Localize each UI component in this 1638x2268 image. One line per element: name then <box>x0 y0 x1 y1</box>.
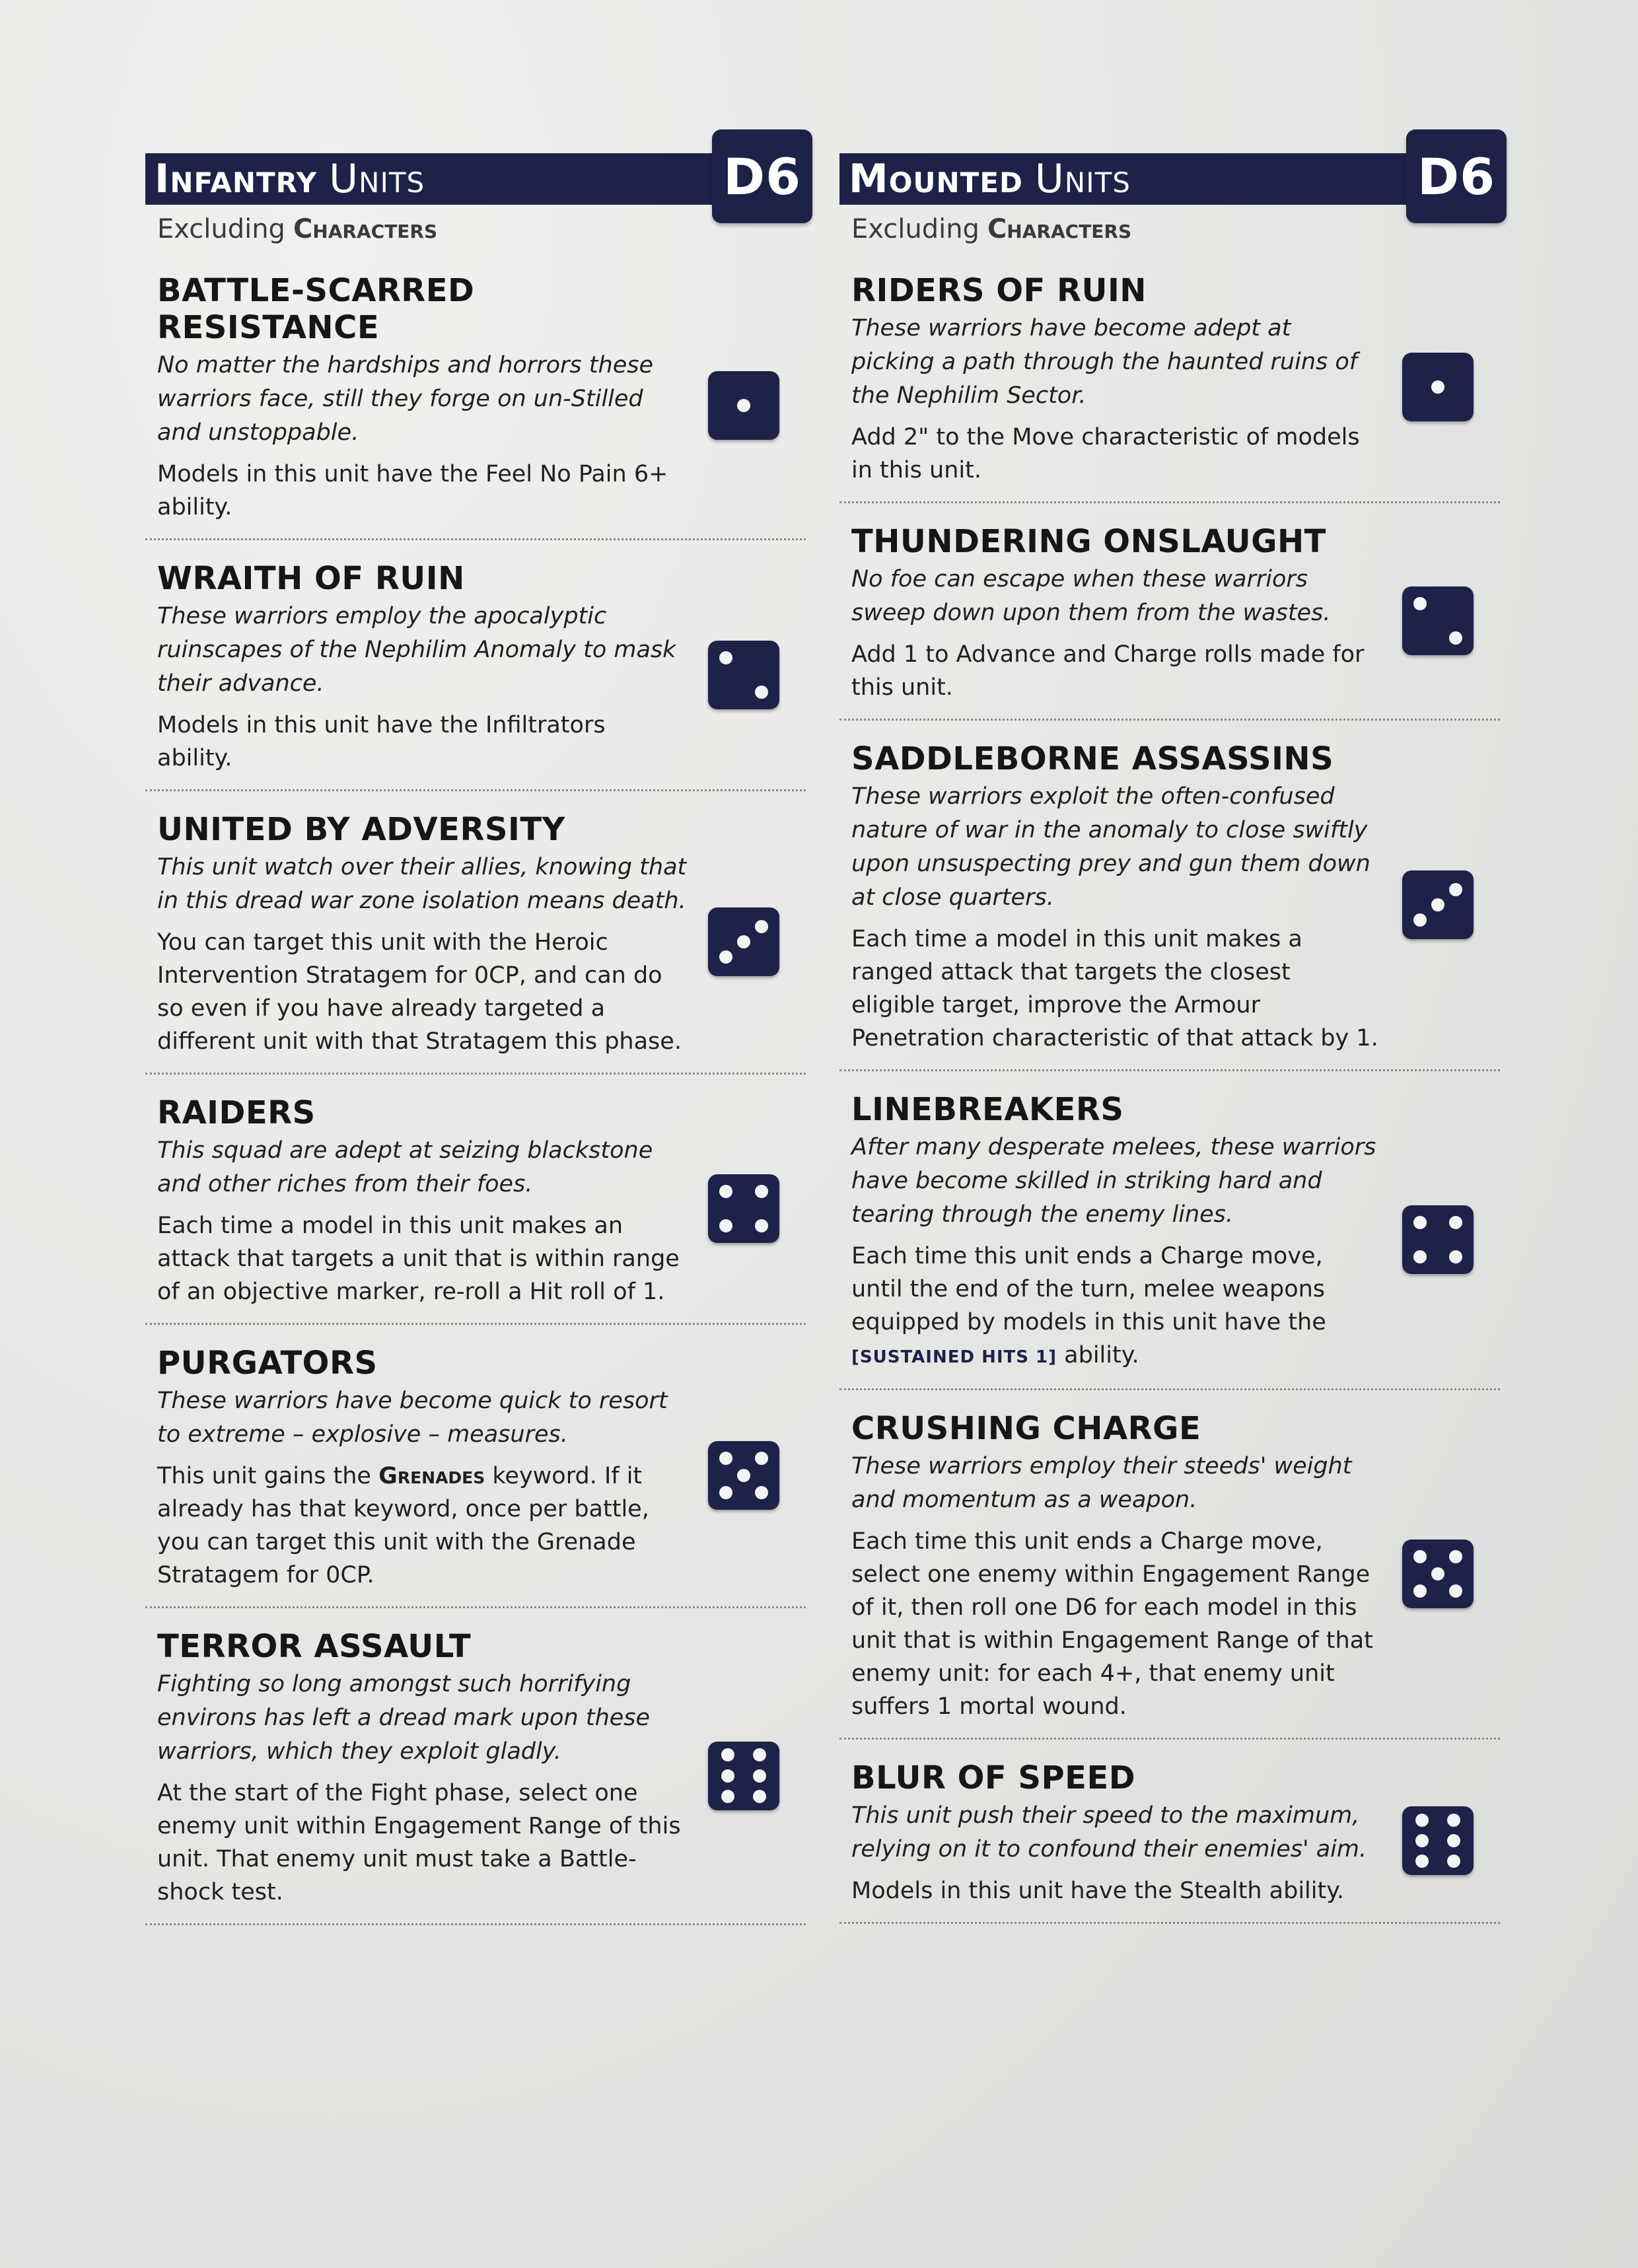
header-title-light: Units <box>1034 156 1131 202</box>
table-entry <box>839 1091 1500 1390</box>
entries-list <box>145 272 806 1925</box>
die-pip <box>755 1452 768 1465</box>
table-entry <box>839 740 1500 1071</box>
die-pip <box>1413 1584 1427 1598</box>
die-pip <box>719 651 732 664</box>
die-pip <box>1413 913 1427 927</box>
entry-title: THUNDERING ONSLAUGHT <box>851 523 1326 560</box>
die-face-1-icon <box>708 371 779 440</box>
die-pip <box>753 1748 766 1761</box>
rule-text-segment: Add 2" to the Move characteristic of models in this unit. <box>851 424 1360 483</box>
table-entry <box>145 1345 806 1608</box>
entry-rule-text <box>851 1874 1381 1907</box>
entry-rule-text <box>851 1525 1381 1723</box>
column-header <box>839 147 1500 206</box>
entry-rule-text <box>157 1777 687 1909</box>
entry-title: WRAITH OF RUIN <box>157 560 465 597</box>
column-subtitle <box>157 214 806 244</box>
rule-text-segment: keyword. If it already has that keyword, once per battle, you can target this unit with the Grenade Stratagem for 0CP. <box>157 1463 649 1588</box>
die-pip <box>1415 1834 1429 1847</box>
die-pip <box>1447 1834 1460 1847</box>
die-pip <box>755 1219 768 1232</box>
table-entry <box>145 1628 806 1925</box>
entry-title: SADDLEBORNE ASSASSINS <box>851 740 1334 777</box>
entry-title: LINEBREAKERS <box>851 1091 1124 1128</box>
die-pip <box>1449 1216 1462 1229</box>
die-pip <box>1413 1550 1427 1563</box>
subtitle-keyword: Characters <box>293 214 438 244</box>
rule-text-segment: ability. <box>1057 1342 1139 1368</box>
entry-rule-text <box>157 709 687 775</box>
die-pip <box>721 1790 734 1803</box>
die-pip <box>719 1486 732 1499</box>
die-pip <box>753 1769 766 1783</box>
die-pip <box>755 1486 768 1499</box>
entry-flavour-text: These warriors employ the apocalyptic ruinscapes of the Nephilim Anomaly to mask their advance. <box>157 603 676 697</box>
die-face-4-icon <box>1402 1205 1474 1274</box>
header-title-bold: Mounted <box>849 156 1023 202</box>
mounted-units-column <box>839 147 1500 1944</box>
die-pip <box>719 1185 732 1198</box>
table-entry <box>839 1410 1500 1740</box>
die-pip <box>755 686 768 699</box>
entry-title: TERROR ASSAULT <box>157 1628 472 1665</box>
die-pip <box>1415 1814 1429 1827</box>
die-pip <box>721 1748 734 1761</box>
die-face-6-icon <box>1402 1806 1474 1875</box>
die-pip <box>737 399 750 412</box>
entry-flavour-text: No matter the hardships and horrors these warriors face, still they forge on un-Stilled and unstoppable. <box>157 352 653 446</box>
entry-flavour-text: This unit push their speed to the maximum, relying on it to confound their enemies' aim. <box>851 1802 1367 1862</box>
rule-text-segment: Each time this unit ends a Charge move, select one enemy within Engagement Range of it, then roll one D6 for each model in this unit that is within Engagement Range of that enemy unit: for each 4+, that enemy unit suffers 1 mortal wound. <box>851 1528 1373 1720</box>
die-pip <box>719 950 732 964</box>
die-pip <box>1413 597 1427 610</box>
rule-text-segment: Each time a model in this unit makes a ranged attack that targets the closest eligible target, improve the Armour Penetration characteristic of that attack by 1. <box>851 926 1378 1051</box>
subtitle-prefix: Excluding <box>157 214 285 244</box>
die-pip <box>737 1469 750 1482</box>
rule-text-segment: Models in this unit have the Feel No Pain 6+ ability. <box>157 461 668 520</box>
header-title-light: Units <box>329 156 425 202</box>
entry-title: BATTLE-SCARRED RESISTANCE <box>157 272 475 346</box>
die-pip <box>1449 1584 1462 1598</box>
entries-list <box>839 272 1500 1924</box>
die-pip <box>721 1769 734 1783</box>
table-entry <box>839 523 1500 721</box>
rule-text-segment: You can target this unit with the Heroic Intervention Stratagem for 0CP, and can do so even if you have already targeted a different unit with that Stratagem this phase. <box>157 929 682 1055</box>
entry-flavour-text: No foe can escape when these warriors sweep down upon them from the wastes. <box>851 566 1331 626</box>
entry-title: UNITED BY ADVERSITY <box>157 811 565 848</box>
die-pip <box>1431 1567 1444 1580</box>
header-title-bold: Infantry <box>155 156 318 202</box>
keyword-text: [SUSTAINED HITS 1] <box>851 1347 1057 1367</box>
entry-flavour-text: These warriors employ their steeds' weight and momentum as a weapon. <box>851 1453 1352 1513</box>
die-face-2-icon <box>708 641 779 709</box>
entry-rule-text <box>157 926 687 1058</box>
die-face-3-icon <box>708 907 779 976</box>
entry-title: RIDERS OF RUIN <box>851 272 1147 309</box>
entry-rule-text <box>851 1240 1381 1374</box>
die-pip <box>753 1790 766 1803</box>
subtitle-keyword: Characters <box>987 214 1132 244</box>
rule-text-segment: At the start of the Fight phase, select one enemy unit within Engagement Range of this unit. That enemy unit must take a Battle-shock test. <box>157 1780 681 1905</box>
table-entry <box>145 811 806 1075</box>
entry-title: PURGATORS <box>157 1345 378 1382</box>
die-face-5-icon <box>708 1441 779 1510</box>
die-pip <box>1447 1855 1460 1868</box>
rule-text-segment: Each time a model in this unit makes an attack that targets a unit that is within range of an objective marker, re-roll a Hit roll of 1. <box>157 1213 680 1305</box>
die-pip <box>1415 1855 1429 1868</box>
die-pip <box>1449 631 1462 645</box>
die-face-5-icon <box>1402 1540 1474 1608</box>
table-entry <box>145 272 806 540</box>
entry-flavour-text: After many desperate melees, these warriors have become skilled in striking hard and tearing through the enemy lines. <box>851 1134 1376 1228</box>
die-pip <box>1413 1250 1427 1263</box>
table-entry <box>145 1094 806 1325</box>
die-face-1-icon <box>1402 353 1474 421</box>
entry-rule-text <box>851 923 1381 1055</box>
die-face-2-icon <box>1402 586 1474 655</box>
die-pip <box>1449 1250 1462 1263</box>
entry-title: CRUSHING CHARGE <box>851 1410 1201 1447</box>
d6-badge: D6 <box>712 129 812 223</box>
entry-flavour-text: These warriors have become adept at picking a path through the haunted ruins of the Nephilim Sector. <box>851 315 1358 409</box>
entry-flavour-text: This unit watch over their allies, knowing that in this dread war zone isolation means death. <box>157 854 687 914</box>
die-face-4-icon <box>708 1174 779 1243</box>
infantry-units-column <box>145 147 806 1945</box>
die-pip <box>755 1185 768 1198</box>
die-pip <box>1447 1814 1460 1827</box>
keyword-text: Grenades <box>378 1463 485 1489</box>
die-pip <box>1449 883 1462 896</box>
entry-rule-text <box>851 638 1381 704</box>
die-pip <box>719 1452 732 1465</box>
entry-rule-text <box>851 421 1381 487</box>
rule-text-segment: Each time this unit ends a Charge move, until the end of the turn, melee weapons equipped by models in this unit have the <box>851 1243 1326 1335</box>
entry-flavour-text: These warriors have become quick to resort to extreme – explosive – measures. <box>157 1388 668 1448</box>
die-pip <box>737 935 750 948</box>
column-subtitle <box>851 214 1500 244</box>
rule-text-segment: Models in this unit have the Infiltrators ability. <box>157 712 606 771</box>
rule-text-segment: Add 1 to Advance and Charge rolls made for this unit. <box>851 641 1365 701</box>
entry-rule-text <box>157 1460 687 1592</box>
die-pip <box>1413 1216 1427 1229</box>
die-face-3-icon <box>1402 870 1474 939</box>
table-entry <box>839 1759 1500 1924</box>
entry-rule-text <box>157 1209 687 1308</box>
table-entry <box>145 560 806 791</box>
die-pip <box>719 1219 732 1232</box>
die-pip <box>755 920 768 933</box>
entry-rule-text <box>157 458 687 524</box>
rule-text-segment: Models in this unit have the Stealth ability. <box>851 1878 1345 1904</box>
die-pip <box>1431 380 1444 394</box>
entry-title: RAIDERS <box>157 1094 316 1131</box>
entry-flavour-text: This squad are adept at seizing blackstone and other riches from their foes. <box>157 1137 653 1197</box>
table-entry <box>839 272 1500 503</box>
entry-flavour-text: Fighting so long amongst such horrifying environs has left a dread mark upon these warriors, which they exploit gladly. <box>157 1671 651 1765</box>
subtitle-prefix: Excluding <box>851 214 979 244</box>
die-pip <box>1431 898 1444 911</box>
die-face-6-icon <box>708 1742 779 1810</box>
entry-title: BLUR OF SPEED <box>851 1759 1136 1796</box>
d6-badge: D6 <box>1406 129 1507 223</box>
column-header <box>145 147 806 206</box>
entry-flavour-text: These warriors exploit the often-confused nature of war in the anomaly to close swiftly upon unsuspecting prey and gun them down at close quarters. <box>851 783 1371 911</box>
die-pip <box>1449 1550 1462 1563</box>
rule-text-segment: This unit gains the <box>157 1463 379 1489</box>
